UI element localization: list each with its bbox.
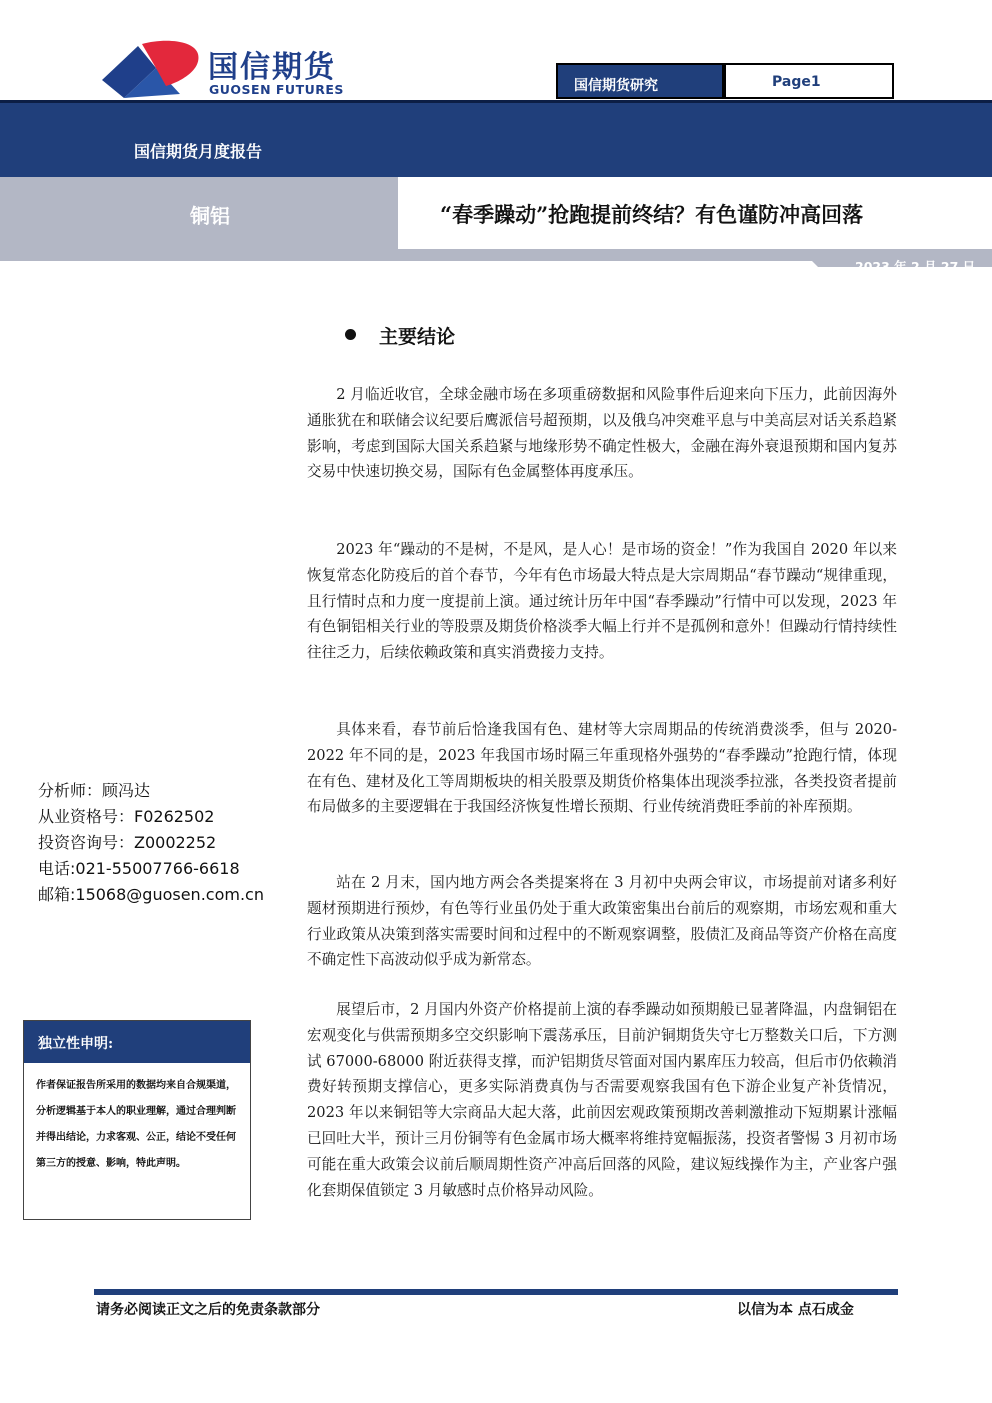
body-paragraph: 站在 2 月末，国内地方两会各类提案将在 3 月初中央两会审议，市场提前对诸多利好题材预期进行预炒，有色等行业虽仍处于重大政策密集出台前后的观察期，市场宏观和重大行业政策从决策到落实需要时间和过程中的不断观察调整，股债汇及商品等资产价格在高度不确定性下高波动似乎成为新常态。 — [307, 874, 897, 969]
analyst-name: 分析师：顾冯达 — [38, 781, 151, 800]
analyst-consulting-number: 投资咨询号：Z0002252 — [38, 833, 217, 852]
sector-label: 铜铝 — [190, 204, 230, 228]
footer-disclaimer-note: 请务必阅读正文之后的免责条款部分 — [96, 1302, 320, 1318]
analyst-info — [38, 778, 264, 908]
analyst-phone: 电话:021-55007766-6618 — [38, 859, 240, 878]
page-number: Page1 — [772, 74, 821, 90]
footer-rule — [94, 1289, 898, 1295]
statement-body: 作者保证报告所采用的数据均来自合规渠道，分析逻辑基于本人的职业理解，通过合理判断并得出结论，力求客观、公正，结论不受任何第三方的授意、影响，特此声明。 — [36, 1080, 236, 1169]
analyst-email[interactable]: 邮箱:15068@guosen.com.cn — [38, 885, 264, 904]
independence-statement — [23, 1020, 251, 1220]
footer-slogan: 以信为本 点石成金 — [737, 1302, 854, 1318]
brand-name-en: GUOSEN FUTURES — [209, 82, 344, 97]
report-type-label: 国信期货月度报告 — [134, 142, 263, 161]
bullet-icon — [345, 329, 356, 340]
body-paragraph: 2 月临近收官，全球金融市场在多项重磅数据和风险事件后迎来向下压力，此前因海外通胀犹在和联储会议纪要后鹰派信号超预期，以及俄乌冲突难平息与中美高层对话关系趋紧影响，考虑到国际大国关系趋紧与地缘形势不确定性极大，金融在海外衰退预期和国内复苏交易中快速切换交易，国际有色金属整体再度承压。 — [307, 386, 897, 481]
brand-name-cn: 国信期货 — [208, 50, 336, 85]
statement-title: 独立性申明: — [38, 1036, 114, 1052]
body-paragraph: 2023 年“躁动的不是树，不是风，是人心！是市场的资金！”作为我国自 2020 年以来恢复常态化防疫后的首个春节，今年有色市场最大特点是大宗周期品“春节躁动“规律重现，且行情时点和力度一度提前上演。通过统计历年中国“春季躁动”行情中可以发现，2023 年有色铜铝相关行业的等股票及期货价格淡季大幅上行并不是孤例和意外！但躁动行情持续性往往乏力，后续依赖政策和真实消费接力支持。 — [307, 541, 897, 662]
report-title: “春季躁动”抢跑提前终结？有色谨防冲高回落 — [440, 202, 864, 227]
body-paragraph: 具体来看，春节前后恰逢我国有色、建材等大宗周期品的传统消费淡季，但与 2020-2022 年不同的是，2023 年我国市场时隔三年重现格外强势的“春季躁动”抢跑行情，体现在有色、建材及化工等周期板块的相关股票及期货价格集体出现淡季拉涨，各类投资者提前布局做多的主要逻辑在于我国经济恢复性增长预期、行业传统消费旺季前的补库预期。 — [307, 721, 897, 816]
body-paragraph: 展望后市，2 月国内外资产价格提前上演的春季躁动如预期般已显著降温，内盘铜铝在宏观变化与供需预期多空交织影响下震荡承压，目前沪铜期货失守七万整数关口后，下方测试 67000-68000 附近获得支撑，而沪铝期货尽管面对国内累库压力较高，但后市仍依赖消费好转预期支撑信心，更多实际消费真伪与否需要观察我国有色下游企业复产补货情况，2023 年以来铜铝等大宗商品大起大落，此前因宏观政策预期改善刺激推动下短期累计涨幅已回吐大半，预计三月份铜等有色金属市场大概率将维持宽幅振荡，投资者警惕 3 月初市场可能在重大政策会议前后顺周期性资产冲高后回落的风险，建议短线操作为主，产业客户强化套期保值锁定 3 月敏感时点价格异动风险。 — [307, 1001, 897, 1199]
department-label: 国信期货研究 — [574, 78, 658, 94]
section-heading: 主要结论 — [379, 326, 456, 348]
analyst-qualification: 从业资格号：F0262502 — [38, 807, 215, 826]
report-date: 2023 年 2 月 27 日 — [855, 259, 976, 274]
guosen-logo-icon — [94, 38, 204, 102]
